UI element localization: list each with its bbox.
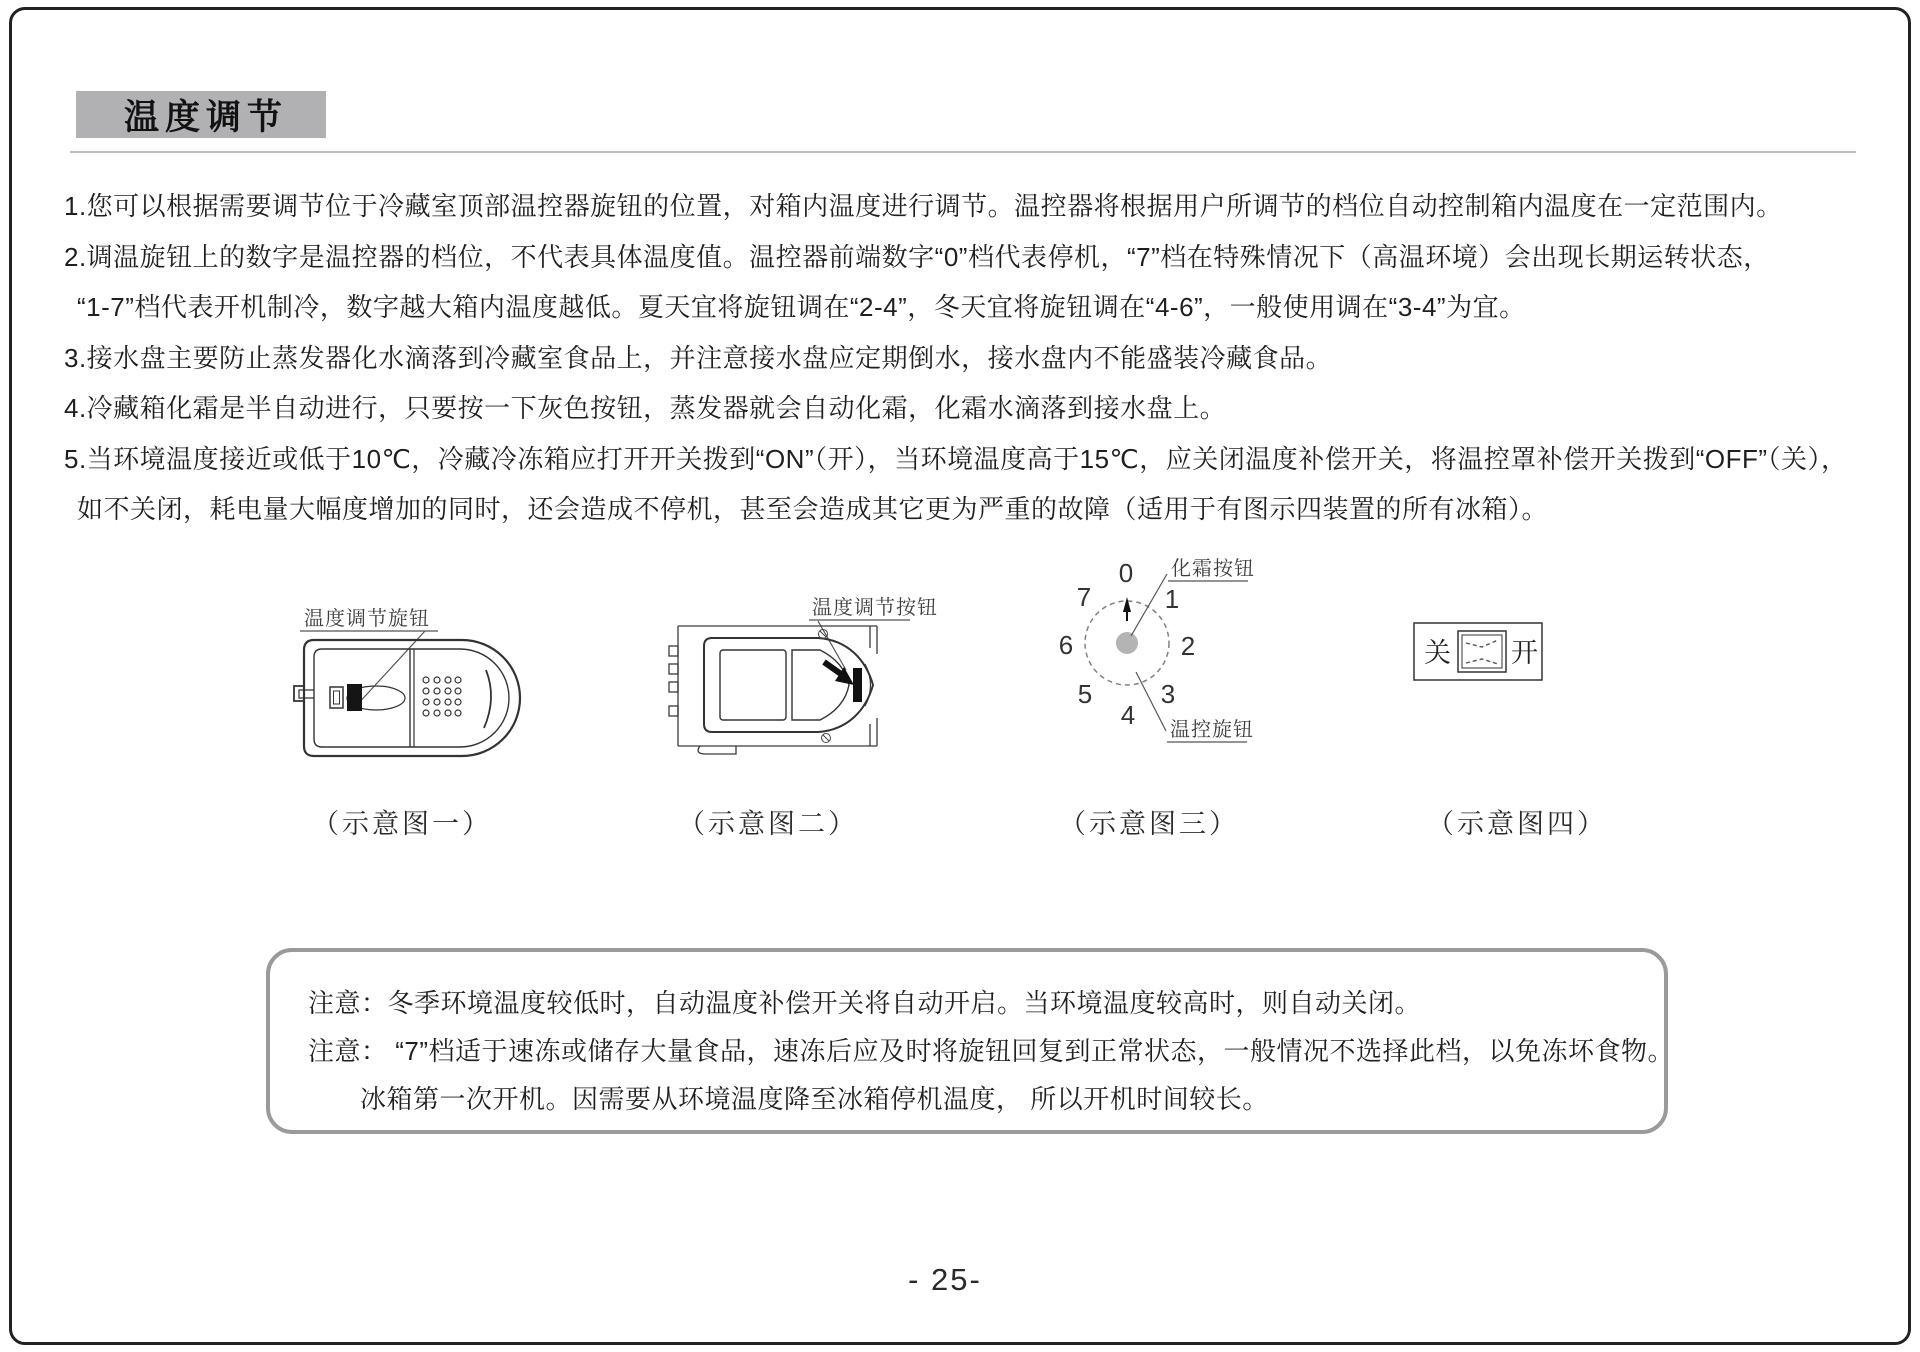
instructions-block <box>64 181 1848 535</box>
dial-number-2: 2 <box>1180 631 1196 661</box>
figure-3-thermostat-dial-diagram <box>1038 545 1288 760</box>
figure-2-caption: （示意图二） <box>678 809 858 839</box>
dial-number-0: 0 <box>1118 558 1134 588</box>
dial-number-1: 1 <box>1164 584 1180 614</box>
dial-number-3: 3 <box>1160 679 1176 709</box>
thermostat-knob-callout <box>1136 672 1254 742</box>
cabinet-frame <box>669 626 877 754</box>
temperature-button-label: 温度调节按钮 <box>812 597 938 619</box>
figure-3-caption: （示意图三） <box>1059 809 1239 839</box>
instruction-line-4: 4.冷藏箱化霜是半自动进行，只要按一下灰色按钮，蒸发器就会自动化霜，化霜水滴落到接水盘上。 <box>64 393 1227 423</box>
switch-on-label: 开 <box>1511 638 1538 668</box>
notice-box <box>266 948 1675 1134</box>
switch-slider <box>1458 631 1506 672</box>
temperature-knob-label: 温度调节旋钮 <box>304 608 430 630</box>
hinge-marks <box>819 630 831 743</box>
temperature-button-callout <box>809 596 938 670</box>
header-divider <box>70 151 1856 153</box>
instruction-line-3: 3.接水盘主要防止蒸发器化水滴落到冷藏室食品上，并注意接水盘应定期倒水，接水盘内不能盛装冷藏食品。 <box>64 342 1333 373</box>
door-outline <box>704 638 873 732</box>
dial-number-7: 7 <box>1076 582 1092 612</box>
figure-2-fridge-schematic-diagram <box>640 588 938 778</box>
vent-hole-grid <box>423 677 461 716</box>
instruction-line-2b: “1-7”档代表开机制冷，数字越大箱内温度越低。夏天宜将旋钮调在“2-4”，冬天宜将旋钮调在“4-6”，一般使用调在“3-4”为宜。 <box>77 292 1526 322</box>
notice-line-2: 注意： “7”档适于速冻或储存大量食品，速冻后应及时将旋钮回复到正常状态，一般情况不选择此档，以免冻坏食物。 <box>308 1036 1675 1066</box>
figure-1-caption: （示意图一） <box>312 809 492 839</box>
figure-4-caption: （示意图四） <box>1427 809 1607 839</box>
defrost-button <box>1116 632 1138 654</box>
instruction-line-2: 2.调温旋钮上的数字是温控器的档位，不代表具体温度值。温控器前端数字“0”档代表停机，“7”档在特殊情况下（高温环境）会出现长期运转状态， <box>64 241 1770 272</box>
switch-off-label: 关 <box>1424 638 1451 668</box>
thermostat-knob-label: 温控旋钮 <box>1170 719 1254 741</box>
notice-line-3: 冰箱第一次开机。因需要从环境温度降至冰箱停机温度， 所以开机时间较长。 <box>360 1084 1269 1114</box>
defrost-button-label: 化霜按钮 <box>1171 558 1255 580</box>
instruction-line-5b: 如不关闭，耗电量大幅度增加的同时，还会造成不停机，甚至会造成其它更为严重的故障（适用于有图示四装置的所有冰箱）。 <box>77 494 1549 524</box>
page-number: - 25- <box>908 1262 982 1297</box>
instruction-line-5: 5.当环境温度接近或低于10℃，冷藏冷冻箱应打开开关拨到“ON”（开），当环境温度高于15℃，应关闭温度补偿开关，将温控罩补偿开关拨到“OFF”（关）， <box>64 443 1848 474</box>
temperature-knob-callout <box>300 607 438 706</box>
temperature-button <box>824 662 862 702</box>
figure-4-compensation-switch-diagram <box>1408 618 1558 693</box>
section-title-box <box>76 91 326 138</box>
dial-number-5: 5 <box>1077 679 1093 709</box>
instruction-line-1: 1.您可以根据需要调节位于冷藏室顶部温控器旋钮的位置，对箱内温度进行调节。温控器将根据用户所调节的档位自动控制箱内温度在一定范围内。 <box>64 191 1783 221</box>
notice-line-1: 注意：冬季环境温度较低时，自动温度补偿开关将自动开启。当环境温度较高时，则自动关闭。 <box>308 988 1422 1018</box>
page-title: 温度调节 <box>123 97 288 137</box>
figure-1-fridge-top-view-diagram <box>290 598 540 783</box>
defrost-button-callout <box>1131 557 1255 636</box>
temperature-knob <box>330 684 405 711</box>
fridge-top-outline <box>294 640 520 756</box>
dial-number-6: 6 <box>1058 630 1074 660</box>
dial-number-4: 4 <box>1120 700 1136 730</box>
